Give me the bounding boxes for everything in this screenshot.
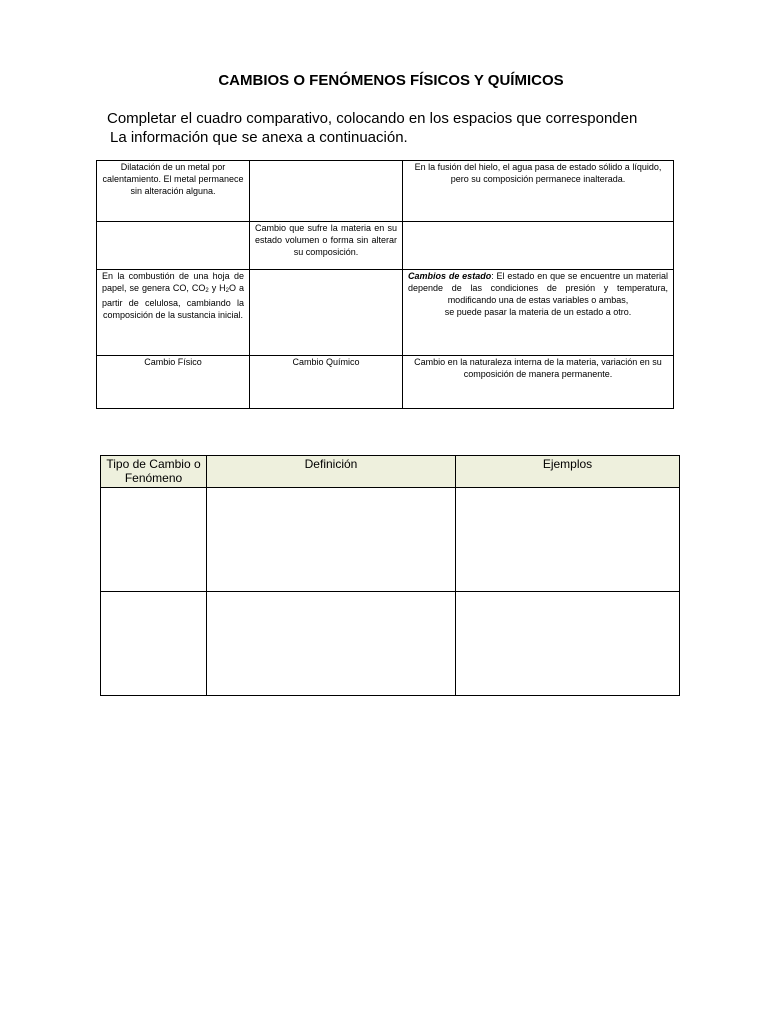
info-cell[interactable] [403, 161, 674, 222]
answer-cell[interactable] [101, 592, 207, 696]
info-cell[interactable] [403, 270, 674, 356]
header-tipo: Tipo de Cambio o Fenómeno [101, 456, 207, 488]
info-row [97, 356, 674, 409]
info-cell[interactable] [250, 356, 403, 409]
info-cell[interactable] [97, 270, 250, 356]
term-label: Cambios de estado [408, 271, 492, 281]
info-cell[interactable] [403, 356, 674, 409]
page-title: CAMBIOS O FENÓMENOS FÍSICOS Y QUÍMICOS [218, 72, 564, 89]
answer-cell[interactable] [207, 592, 456, 696]
cell-text: Cambio Químico [292, 357, 360, 367]
answer-cell[interactable] [207, 488, 456, 592]
header-ejemplos: Ejemplos [456, 456, 680, 488]
cell-text: Cambio que sufre la materia en su estado volumen o forma sin alterar su composición. [255, 223, 397, 257]
info-cell[interactable] [250, 222, 403, 270]
cell-text: En la fusión del hielo, el agua pasa de estado sólido a líquido, pero su composición permanece inalterada. [414, 162, 662, 184]
info-cell-empty[interactable] [250, 161, 403, 222]
cell-text: Cambio Físico [144, 357, 202, 367]
answer-cell[interactable] [101, 488, 207, 592]
answer-cell[interactable] [456, 592, 680, 696]
cell-text: se puede pasar la materia de un estado a otro. [444, 307, 632, 317]
info-row [97, 270, 674, 356]
cell-text: Dilatación de un metal por calentamiento. El metal permanece sin alteración alguna. [102, 162, 244, 196]
instruction-line-1: Completar el cuadro comparativo, colocando en los espacios que corresponden [107, 110, 638, 127]
info-cell-empty[interactable] [403, 222, 674, 270]
answer-row [101, 592, 680, 696]
info-row [97, 161, 674, 222]
info-cell[interactable] [97, 356, 250, 409]
cell-text: Cambio en la naturaleza interna de la materia, variación en su composición de manera permanente. [414, 357, 662, 379]
cell-text: En la combustión de una hoja de papel, se genera CO, CO2 y H2O a partir de celulosa, cambiando la composición de la sustancia inicial. [102, 271, 244, 320]
answer-header-row [101, 456, 680, 488]
info-cell-empty[interactable] [97, 222, 250, 270]
answer-cell[interactable] [456, 488, 680, 592]
cell-text: Cambios de estado: El estado en que se encuentre un material depende de las condiciones de presión y temperatura, modificando una de estas variables o ambas, [408, 271, 668, 305]
answer-table [100, 455, 680, 696]
header-definicion: Definición [207, 456, 456, 488]
instruction-line-2: La información que se anexa a continuación. [110, 129, 408, 146]
info-cell-empty[interactable] [250, 270, 403, 356]
info-table [96, 160, 674, 409]
answer-row [101, 488, 680, 592]
instructions [107, 109, 637, 147]
info-row [97, 222, 674, 270]
info-cell[interactable] [97, 161, 250, 222]
